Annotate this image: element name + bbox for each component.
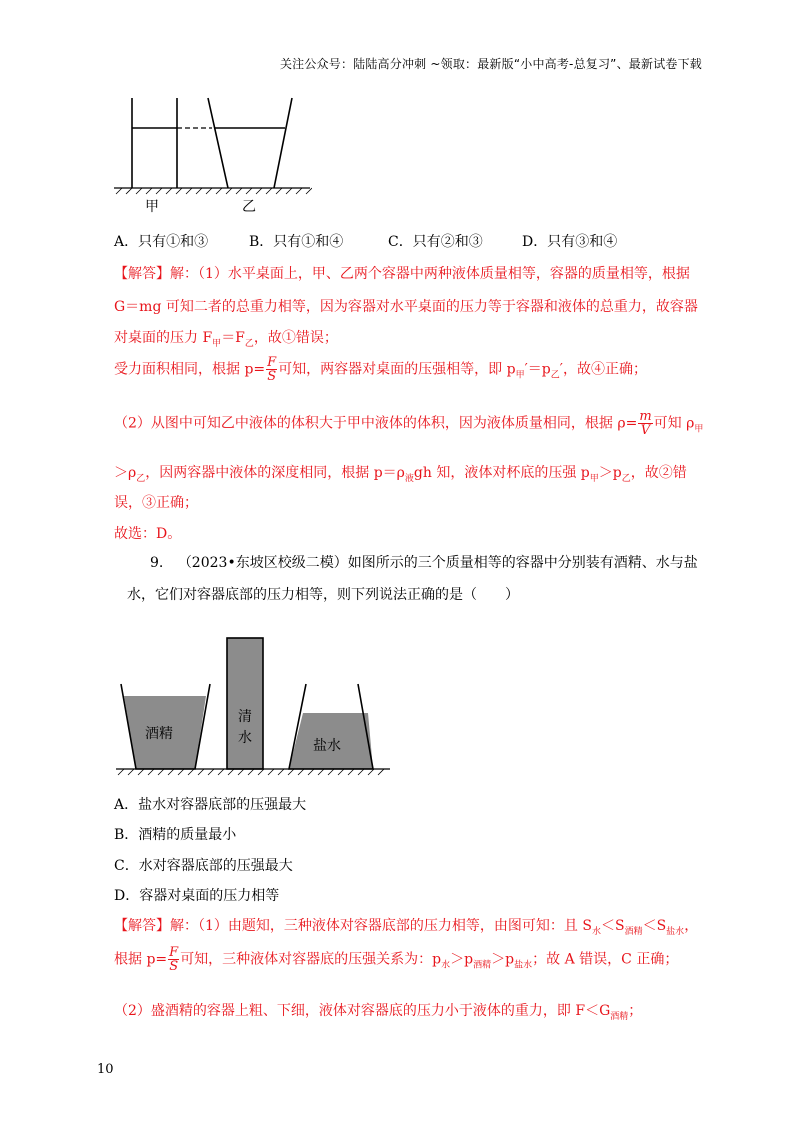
q9-choice-b[interactable]: B．酒精的质量最小 xyxy=(114,827,237,843)
q8-answer-line5: （2）从图中可知乙中液体的体积大于甲中液体的体积，因为液体质量相同，根据 ρ= $\frac{m}{V}$ 可知 $\rho_甲$ xyxy=(114,409,704,438)
label-water-char1: 清 xyxy=(238,709,252,725)
q9-choice-d[interactable]: D．容器对桌面的压力相等 xyxy=(114,888,280,904)
q9-choice-a[interactable]: A．盐水对容器底部的压强最大 xyxy=(114,797,307,813)
label-water-char2: 水 xyxy=(238,730,252,746)
q8-answer-line8: 故选：D。 xyxy=(114,526,182,542)
q9-choice-c[interactable]: C．水对容器底部的压强最大 xyxy=(114,858,293,874)
q8-answer-line7: 误，③正确； xyxy=(114,495,198,511)
q9-question-line1: 9. （2023•东坡区校级二模）如图所示的三个质量相等的容器中分别装有酒精、水与盐 xyxy=(150,555,698,571)
q8-choice-a[interactable]: A．只有①和③ xyxy=(114,234,209,250)
q8-choice-b[interactable]: B．只有①和④ xyxy=(249,234,344,250)
q8-answer-line2: G＝mg 可知二者的总重力相等，因为容器对水平桌面的压力等于容器和液体的总重力，故容器 xyxy=(114,299,698,315)
label-alcohol: 酒精 xyxy=(145,726,173,742)
page-header: 关注公众号：陆陆高分冲刺 ~领取：最新版“小中高考-总复习”、最新试卷下载 xyxy=(279,57,702,71)
page-number: 10 xyxy=(97,1062,114,1077)
q9-question-line2: 水，它们对容器底部的压力相等，则下列说法正确的是（ ） xyxy=(127,587,519,603)
q9-answer-line1: 【解答】解：（1）由题知，三种液体对容器底部的压力相等，由图可知：且 $S_水<S_{酒精}<S_{盐水}$， xyxy=(114,918,699,937)
figure-three-containers xyxy=(114,634,394,776)
fraction-m-over-V: $\frac{m}{V}$ xyxy=(639,409,652,438)
q8-answer-line1: 【解答】解：（1）水平桌面上，甲、乙两个容器中两种液体质量相等，容器的质量相等，根据 xyxy=(114,266,690,282)
q8-choice-c[interactable]: C．只有②和③ xyxy=(388,234,483,250)
fraction-F-over-S: $\frac{F}{S}$ xyxy=(267,355,277,384)
q8-answer-line3: 对桌面的压力 $F_甲=F_乙$，故①错误； xyxy=(114,330,338,349)
q8-answer-line6: $>\rho_乙$，因两容器中液体的深度相同，根据 $p=\rho_液gh$ 知，液体对杯底的压强 $p_甲>p_乙$，故②错 xyxy=(114,465,687,484)
fraction-F-over-S-2: $\frac{F}{S}$ xyxy=(169,945,179,974)
figure-containers-jia-yi xyxy=(112,96,312,216)
q9-answer-line3: （2）盛酒精的容器上粗、下细，液体对容器底的压力小于液体的重力，即 $F<G_{酒精}$； xyxy=(114,1003,643,1022)
label-salt-water: 盐水 xyxy=(313,738,341,754)
q9-answer-line2: 根据 p= $\frac{F}{S}$ 可知，三种液体对容器底的压强关系为：$p_水>p_{酒精}>p_{盐水}$；故 A 错误，C 正确； xyxy=(114,945,679,974)
q8-choice-d[interactable]: D．只有③和④ xyxy=(522,234,618,250)
label-yi: 乙 xyxy=(242,199,256,215)
label-jia: 甲 xyxy=(145,199,159,215)
q9-number: 9. xyxy=(150,555,164,571)
q8-answer-line4: 受力面积相同，根据 p= $\frac{F}{S}$ 可知，两容器对桌面的压强相等，即 $p_甲'=p_乙'$，故④正确； xyxy=(114,355,647,384)
